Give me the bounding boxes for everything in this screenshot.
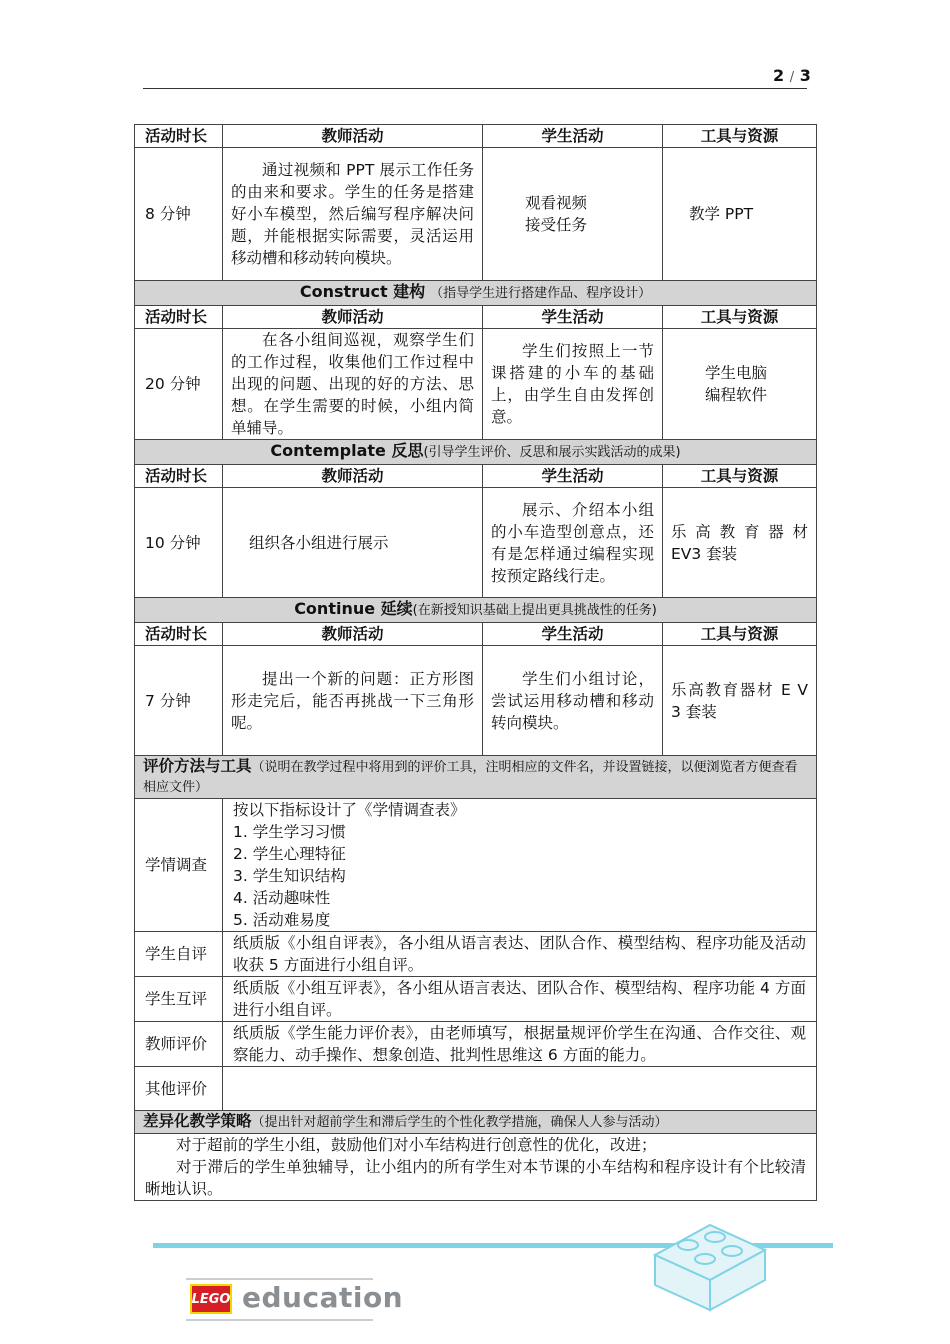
eval-self-label: 学生自评 (135, 932, 223, 977)
page-number: 2 / 3 (773, 66, 811, 85)
contemplate-tools: 乐 高 教 育 器 材 EV3 套装 (663, 488, 817, 598)
lesson-plan-table (134, 124, 817, 1201)
differentiation-header: 差异化教学策略（提出针对超前学生和滞后学生的个性化教学措施，确保人人参与活动） (135, 1111, 817, 1134)
section-construct: Construct 建构 （指导学生进行搭建作品、程序设计） (135, 281, 817, 306)
construct-student-activity: 学生们按照上一节课搭建的小车的基础上，由学生自由发挥创意。 (483, 329, 663, 440)
contemplate-student-activity: 展示、介绍本小组的小车造型创意点，还有是怎样通过编程实现按预定路线行走。 (483, 488, 663, 598)
intro-tools: 教学 PPT (663, 148, 817, 281)
eval-survey-row (135, 799, 817, 932)
header-tools: 工具与资源 (663, 125, 817, 148)
header-rule (143, 88, 807, 89)
eval-teacher-label: 教师评价 (135, 1022, 223, 1067)
contemplate-activity-row (135, 488, 817, 598)
eval-peer-text: 纸质版《小组互评表》，各小组从语言表达、团队合作、模型结构、程序功能 4 方面进行小组自评。 (223, 977, 817, 1022)
construct-teacher-activity: 在各小组间巡视，观察学生们的工作过程，收集他们工作过程中出现的问题、出现的好的方法、思想。在学生需要的时候，小组内简单辅导。 (223, 329, 483, 440)
continue-student-activity: 学生们小组讨论，尝试运用移动槽和移动转向模块。 (483, 646, 663, 756)
header-duration: 活动时长 (135, 125, 223, 148)
differentiation-text: 对于超前的学生小组，鼓励他们对小车结构进行创意性的优化，改进； 对于滞后的学生单独辅导，让小组内的所有学生对本节课的小车结构和程序设计有个比较清晰地认识。 (135, 1134, 817, 1201)
eval-teacher-row (135, 1022, 817, 1067)
intro-duration: 8 分钟 (135, 148, 223, 281)
table-header-row: 活动时长 教师活动 学生活动 工具与资源 (135, 306, 817, 329)
footer-divider-top (186, 1278, 373, 1280)
eval-survey-content: 按以下指标设计了《学情调查表》 1. 学生学习习惯 2. 学生心理特征 3. 学生知识结构 4. 活动趣味性 5. 活动难易度 (223, 799, 817, 932)
header-student: 学生活动 (483, 125, 663, 148)
header-teacher: 教师活动 (223, 125, 483, 148)
contemplate-teacher-activity: 组织各小组进行展示 (223, 488, 483, 598)
intro-teacher-activity: 通过视频和 PPT 展示工作任务的由来和要求。学生的任务是搭建好小车模型，然后编写程序解决问题，并能根据实际需要，灵活运用移动槽和移动转向模块。 (223, 148, 483, 281)
intro-student-activity: 观看视频 接受任务 (483, 148, 663, 281)
construct-duration: 20 分钟 (135, 329, 223, 440)
eval-other-row (135, 1067, 817, 1111)
eval-survey-label: 学情调查 (135, 799, 223, 932)
table-header-row: 活动时长 教师活动 学生活动 工具与资源 (135, 623, 817, 646)
continue-activity-row (135, 646, 817, 756)
contemplate-duration: 10 分钟 (135, 488, 223, 598)
education-wordmark: education (242, 1281, 404, 1314)
evaluation-header: 评价方法与工具（说明在教学过程中将用到的评价工具，注明相应的文件名，并设置链接，以便浏览者方便查看相应文件） (135, 756, 817, 799)
continue-tools: 乐高教育器材 E V 3 套装 (663, 646, 817, 756)
construct-activity-row (135, 329, 817, 440)
section-contemplate: Contemplate 反思(引导学生评价、反思和展示实践活动的成果) (135, 440, 817, 465)
eval-other-label: 其他评价 (135, 1067, 223, 1111)
eval-self-row (135, 932, 817, 977)
construct-tools: 学生电脑 编程软件 (663, 329, 817, 440)
table-header-row: 活动时长 教师活动 学生活动 工具与资源 (135, 465, 817, 488)
differentiation-row (135, 1134, 817, 1201)
intro-activity-row (135, 148, 817, 281)
section-continue: Continue 延续(在新授知识基础上提出更具挑战性的任务) (135, 598, 817, 623)
eval-other-text (223, 1067, 817, 1111)
lego-brick-icon (650, 1215, 770, 1315)
continue-teacher-activity: 提出一个新的问题：正方形图形走完后，能否再挑战一下三角形呢。 (223, 646, 483, 756)
eval-peer-row (135, 977, 817, 1022)
eval-peer-label: 学生互评 (135, 977, 223, 1022)
continue-duration: 7 分钟 (135, 646, 223, 756)
eval-teacher-text: 纸质版《学生能力评价表》，由老师填写，根据量规评价学生在沟通、合作交往、观察能力、动手操作、想象创造、批判性思维这 6 方面的能力。 (223, 1022, 817, 1067)
eval-self-text: 纸质版《小组自评表》，各小组从语言表达、团队合作、模型结构、程序功能及活动收获 5 方面进行小组自评。 (223, 932, 817, 977)
lego-logo: LEGO (190, 1284, 232, 1314)
footer-divider-bottom (186, 1319, 373, 1321)
table-header-row (135, 125, 817, 148)
